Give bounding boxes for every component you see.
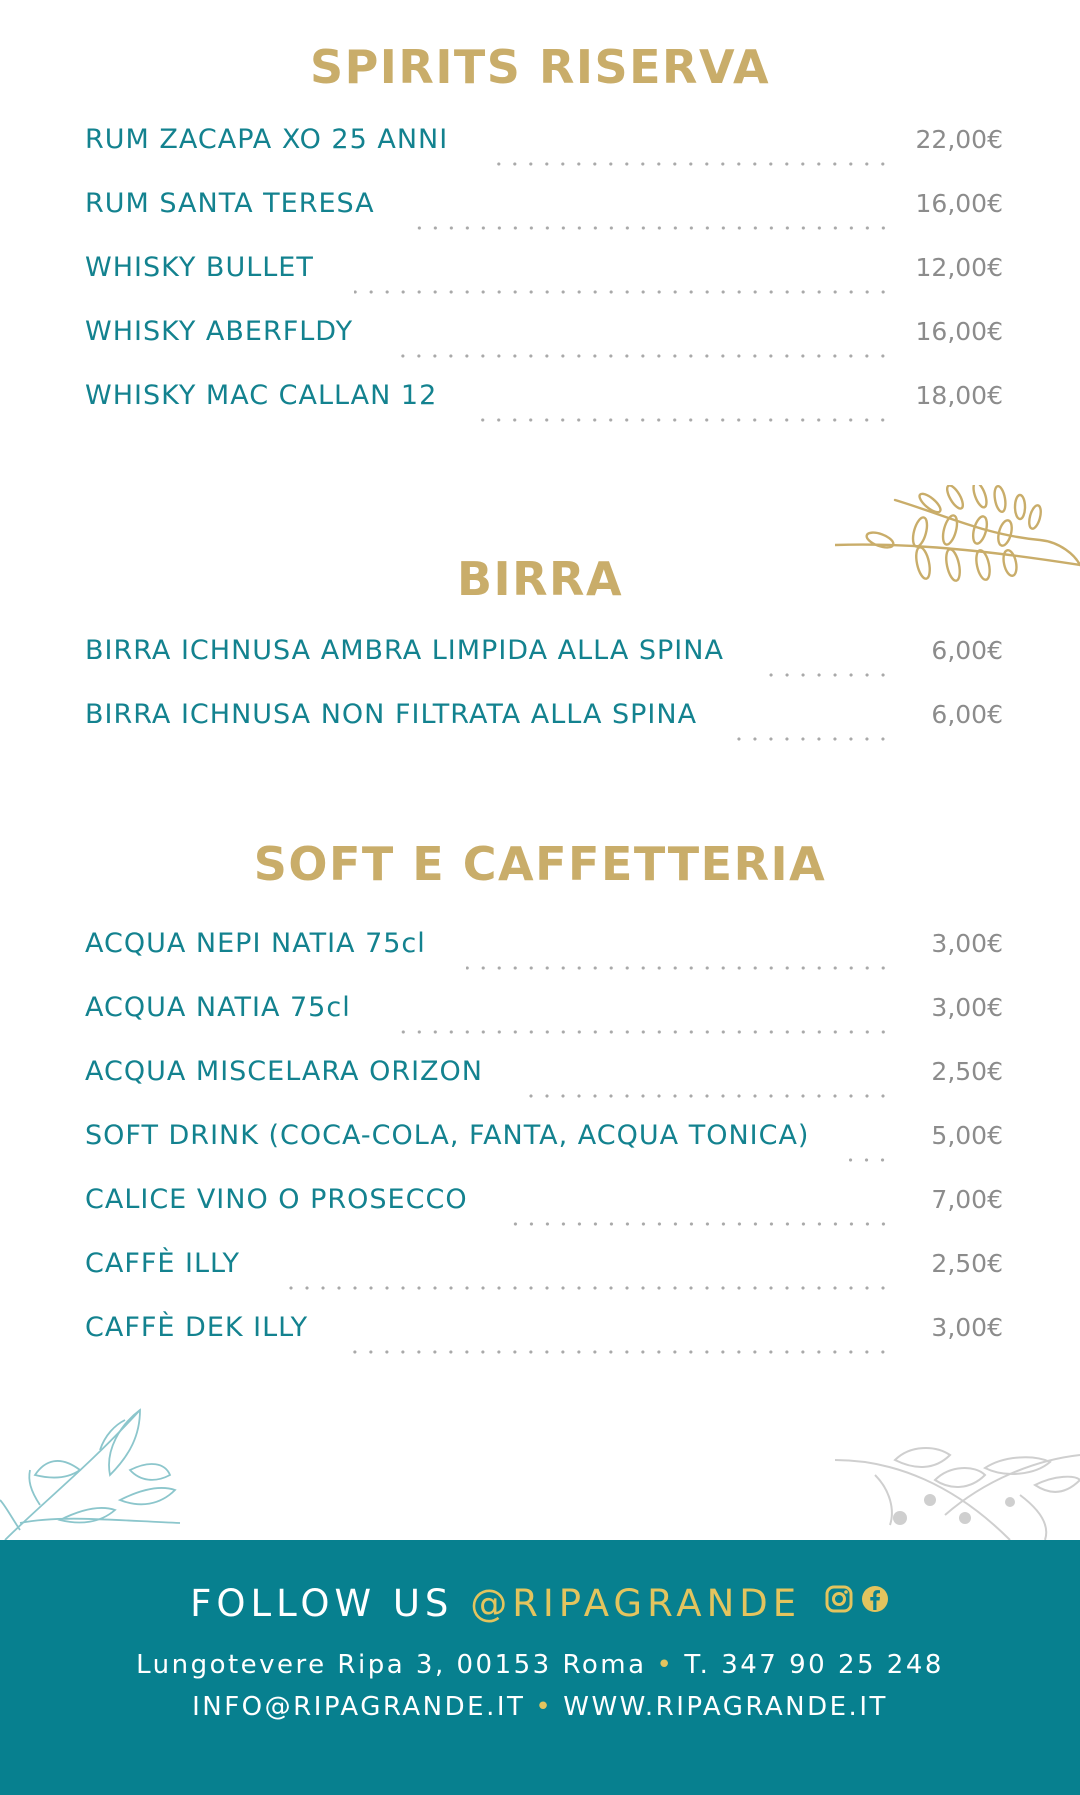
item-name: ACQUA NATIA 75cl [85,992,351,1023]
item-name: RUM SANTA TERESA [85,188,375,219]
menu-item [85,1056,1003,1120]
dot-leader [393,354,891,358]
dot-leader [466,966,891,970]
dot-leader [415,226,891,230]
dot-leader [508,1222,891,1226]
item-price: 7,00€ [931,1185,1003,1214]
menu-item [85,699,1003,763]
dot-leader [488,162,891,166]
item-price: 18,00€ [915,381,1003,410]
instagram-icon[interactable] [824,1580,854,1623]
item-price: 22,00€ [915,125,1003,154]
item-name: ACQUA NEPI NATIA 75cl [85,928,426,959]
menu-item [85,635,1003,699]
item-name: CALICE VINO O PROSECCO [85,1184,468,1215]
section-title: BIRRA [456,552,624,606]
separator-bullet: • [535,1692,554,1722]
section-soft-e-caffetteria [0,837,1080,891]
address: Lungotevere Ripa 3, 00153 Roma [136,1650,647,1680]
menu-list-birra [85,635,1003,763]
facebook-icon[interactable] [860,1580,890,1623]
section-spirits-riserva [0,40,1080,94]
item-name: WHISKY MAC CALLAN 12 [85,380,438,411]
item-price: 2,50€ [931,1249,1003,1278]
item-name: BIRRA ICHNUSA NON FILTRATA ALLA SPINA [85,699,698,730]
item-price: 3,00€ [931,1313,1003,1342]
item-name: BIRRA ICHNUSA AMBRA LIMPIDA ALLA SPINA [85,635,724,666]
dot-leader [849,1158,891,1162]
dot-leader [354,290,891,294]
menu-item [85,1120,1003,1184]
item-name: ACQUA MISCELARA ORIZON [85,1056,483,1087]
menu-item [85,316,1003,380]
item-price: 5,00€ [931,1121,1003,1150]
contact-line [0,1692,1080,1722]
grey-leaves-decoration [835,1440,1080,1540]
item-price: 2,50€ [931,1057,1003,1086]
separator-bullet: • [656,1650,675,1680]
dot-leader [348,1350,891,1354]
menu-item [85,1184,1003,1248]
item-price: 3,00€ [931,929,1003,958]
menu-list-soft [85,928,1003,1376]
menu-item [85,188,1003,252]
footer [0,1540,1080,1795]
item-name: WHISKY BULLET [85,252,314,283]
follow-us-line [0,1582,1080,1627]
item-price: 6,00€ [931,636,1003,665]
item-price: 6,00€ [931,700,1003,729]
dot-leader [737,737,891,741]
item-name: CAFFÈ ILLY [85,1248,240,1279]
dot-leader [391,1030,891,1034]
menu-item [85,1312,1003,1376]
menu-item [85,928,1003,992]
section-title: SPIRITS RISERVA [309,40,771,94]
dot-leader [477,418,891,422]
section-title: SOFT E CAFFETTERIA [253,837,827,891]
dot-leader [523,1094,891,1098]
item-name: RUM ZACAPA XO 25 ANNI [85,124,449,155]
item-price: 3,00€ [931,993,1003,1022]
item-price: 12,00€ [915,253,1003,282]
section-birra [0,552,1080,606]
email-link[interactable]: INFO@RIPAGRANDE.IT [192,1692,526,1722]
menu-list-spirits [85,124,1003,444]
teal-leaves-decoration [0,1405,185,1540]
menu-item [85,124,1003,188]
phone[interactable]: T. 347 90 25 248 [684,1650,944,1680]
dot-leader [280,1286,891,1290]
item-name: CAFFÈ DEK ILLY [85,1312,309,1343]
menu-item [85,380,1003,444]
social-handle[interactable]: @RIPAGRANDE [470,1582,802,1625]
menu-item [85,252,1003,316]
item-name: WHISKY ABERFLDY [85,316,354,347]
item-name: SOFT DRINK (COCA-COLA, FANTA, ACQUA TONICA) [85,1120,810,1151]
address-line [0,1650,1080,1680]
menu-item [85,992,1003,1056]
item-price: 16,00€ [915,317,1003,346]
menu-item [85,1248,1003,1312]
dot-leader [764,673,891,677]
website-link[interactable]: WWW.RIPAGRANDE.IT [563,1692,888,1722]
follow-us-label: FOLLOW US [190,1582,454,1625]
item-price: 16,00€ [915,189,1003,218]
